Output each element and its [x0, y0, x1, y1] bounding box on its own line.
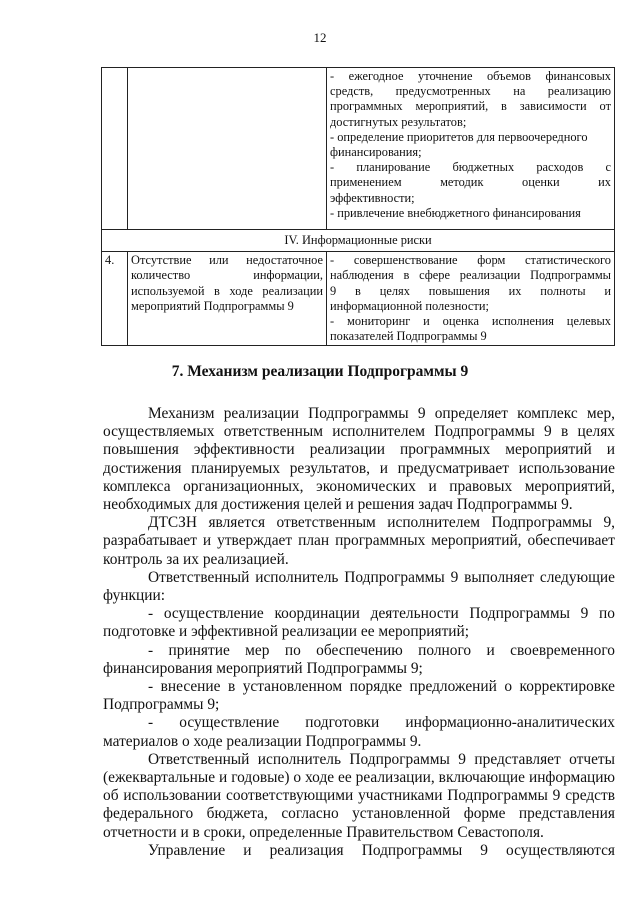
- table-cell-line: Отсутствие или недостаточное: [131, 253, 323, 268]
- table-cell-number: [102, 68, 128, 230]
- table-cell-line: показателей Подпрограммы 9: [330, 329, 487, 344]
- list-item: - принятие мер по обеспечению полного и своевременного финансирования мероприятий Подпрограммы 9;: [103, 641, 615, 677]
- risks-table: [101, 67, 615, 346]
- table-cell-line: - мониторинг и оценка исполнения целевых: [330, 314, 611, 329]
- table-cell-line: используемой в ходе реализации: [131, 283, 323, 298]
- table-row: [102, 252, 615, 346]
- table-cell-line: мероприятий Подпрограммы 9: [131, 298, 294, 313]
- table-cell-line: средств, предусмотренных на реализацию: [330, 84, 611, 99]
- table-cell-line: - привлечение внебюджетного финансирования: [330, 205, 581, 220]
- table-cell-line: - определение приоритетов для первоочередного: [330, 129, 588, 144]
- body-text: [103, 405, 615, 860]
- table-cell-measures: [327, 252, 615, 346]
- table-cell-line: достигнутых результатов;: [330, 114, 467, 129]
- paragraph: ДТСЗН является ответственным исполнителем Подпрограммы 9, разрабатывает и утверждает план программных мероприятий, обеспечивает контроль за их реализацией.: [103, 514, 615, 568]
- table-cell-risk: [128, 252, 327, 346]
- list-item: - внесение в установленном порядке предложений о корректировке Подпрограммы 9;: [103, 678, 615, 714]
- table-cell-line: наблюдения в сфере реализации Подпрограммы: [330, 268, 611, 283]
- table-cell-measures: [327, 68, 615, 230]
- paragraph: Ответственный исполнитель Подпрограммы 9 выполняет следующие функции:: [103, 568, 615, 605]
- table-cell-number: 4.: [102, 252, 128, 346]
- table-cell-line: применением методик оценки их: [330, 175, 611, 190]
- table-section-row: [102, 230, 615, 252]
- table-cell-line: - планирование бюджетных расходов с: [330, 160, 611, 175]
- table-cell-line: программных мероприятий, в зависимости от: [330, 99, 611, 114]
- table-cell-line: - ежегодное уточнение объемов финансовых: [330, 69, 611, 83]
- section-title: 7. Механизм реализации Подпрограммы 9: [171, 363, 469, 380]
- section-header: IV. Информационные риски: [102, 230, 615, 252]
- table-cell-line: информационной полезности;: [330, 298, 489, 313]
- table-cell-line: финансирования;: [330, 145, 422, 160]
- paragraph: Ответственный исполнитель Подпрограммы 9 представляет отчеты (ежеквартальные и годовые) о ходе ее реализации, включающие информацию об использовании соответствующими участниками Подпрограммы 9 средств федерального бюджета, согласно установленной форме представления отчетности и в сроки, определенные Правительством Севастополя.: [103, 750, 615, 841]
- page-number: 12: [313, 30, 327, 45]
- paragraph: Механизм реализации Подпрограммы 9 определяет комплекс мер, осуществляемых ответственным исполнителем Подпрограммы 9 в целях повышения эффективности реализации программных мероприятий и достижения планируемых результатов, и предусматривает использование комплекса организационных, экономических и правовых мероприятий, необходимых для достижения целей и решения задач Подпрограммы 9.: [103, 405, 615, 514]
- list-item: - осуществление подготовки информационно-аналитических материалов о ходе реализации Подпрограммы 9.: [103, 714, 615, 750]
- paragraph: Управление и реализация Подпрограммы 9 осуществляются: [148, 841, 615, 859]
- table-cell-line: эффективности;: [330, 190, 415, 205]
- table-row: [102, 68, 615, 230]
- table-cell-risk: [128, 68, 327, 230]
- table-cell-line: количество информации,: [131, 268, 323, 283]
- table-cell-line: 9 в целях повышения их полноты и: [330, 283, 611, 298]
- table-cell-line: - совершенствование форм статистического: [330, 253, 611, 268]
- list-item: - осуществление координации деятельности Подпрограммы 9 по подготовке и эффективной реализации ее мероприятий;: [103, 605, 615, 641]
